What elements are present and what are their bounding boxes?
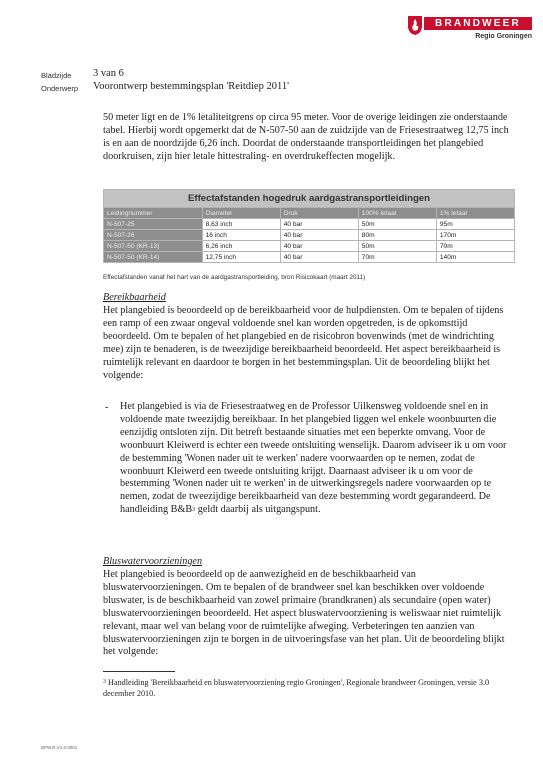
- brandweer-emblem-icon: [406, 14, 424, 36]
- header-cell: Diameter: [202, 208, 280, 219]
- table-title: Effectafstanden hogedruk aardgastransportleidingen: [104, 190, 515, 208]
- bullet-tail: geldt daarbij als uitgangspunt.: [195, 504, 321, 516]
- table-cell: N-507-26: [104, 230, 203, 241]
- table-cell: 6,26 inch: [202, 241, 280, 252]
- bullet-item: [120, 401, 517, 517]
- logo-name: BRANDWEER: [435, 18, 521, 29]
- header-cell: 1% letaal: [436, 208, 514, 219]
- table-cell: 40 bar: [280, 241, 358, 252]
- table-caption: Effectafstanden vanaf het hart van de aardgastransportleiding, bron Risicokaart (maart 2011): [103, 274, 366, 281]
- section-heading-bereikbaarheid: Bereikbaarheid: [103, 292, 166, 303]
- table-cell: 170m: [436, 230, 514, 241]
- table-cell: 40 bar: [280, 219, 358, 230]
- section-heading-bluswater: Bluswatervoorzieningen: [103, 556, 203, 567]
- logo-region: Regio Groningen: [475, 33, 532, 40]
- table-row: [104, 241, 515, 252]
- table-cell: 95m: [436, 219, 514, 230]
- document-code: BPW.R.V1.0.0001: [41, 745, 78, 750]
- footnote-text: Handleiding 'Bereikbaarheid en bluswatervoorziening regio Groningen', Regionale brandweer Groningen, versie 3.0 december 2010.: [103, 678, 490, 699]
- page-number: 3 van 6: [93, 68, 124, 79]
- table-cell: N-507-50 (KR-14): [104, 252, 203, 263]
- table-cell: 16 inch: [202, 230, 280, 241]
- table-header-row: [104, 208, 515, 219]
- footnote-divider: [103, 671, 175, 672]
- bullet-marker: -: [105, 402, 109, 413]
- page-label: Bladzijde: [41, 71, 72, 80]
- brandweer-logo: [406, 14, 532, 48]
- table-cell: 50m: [358, 241, 436, 252]
- intro-paragraph: 50 meter ligt en de 1% letaliteitgrens op circa 95 meter. Voor de overige leidingen zie onderstaande tabel. Hierbij wordt opgemerkt dat de N-507-50 aan de zuidzijde van de Friesestraatweg 12,75 inch is en aan de noordzijde 6,26 inch. Doordat de onderstaande transportleidingen het plangebied doorkruisen, zijn hier letale hittestraling- en overdrukeffecten mogelijk.: [103, 112, 509, 162]
- table-cell: N-507-50 (KR-13): [104, 241, 203, 252]
- header-cell: Druk: [280, 208, 358, 219]
- table-cell: 50m: [358, 219, 436, 230]
- table-cell: 40 bar: [280, 252, 358, 263]
- table-cell: 12,75 inch: [202, 252, 280, 263]
- table-row: [104, 219, 515, 230]
- table-cell: 80m: [358, 230, 436, 241]
- table-row: [104, 252, 515, 263]
- header-cell: Leidingnummer: [104, 208, 203, 219]
- table-cell: N-507-25: [104, 219, 203, 230]
- header-cell: 100% letaal: [358, 208, 436, 219]
- table-cell: 40 bar: [280, 230, 358, 241]
- subject-label: Onderwerp: [41, 84, 79, 93]
- subject-value: Voorontwerp bestemmingsplan 'Reitdiep 2011': [93, 81, 289, 92]
- table-row: [104, 230, 515, 241]
- table-cell: 70m: [358, 252, 436, 263]
- table-cell: 140m: [436, 252, 514, 263]
- bluswater-paragraph: Het plangebied is beoordeeld op de aanwezigheid en de beschikbaarheid van bluswatervoorzieningen. Om te bepalen of de brandweer snel kan beschikken over voldoende bluswater, is de beschikbaarheid van zowel primaire (brandkranen) als secundaire (open water) bluswatervoorzieningen beoordeeld. Het aspect bluswatervoorziening is weliswaar niet ruimtelijk relevant, maar wel van belang voor de ruimtelijke afweging. Verbeteringen ten aanzien van bluswatervoorzieningen zijn te borgen in de uitvoeringsfase van het plan. Uit de beoordeling blijkt het volgende:: [103, 569, 505, 658]
- table-cell: 8,63 inch: [202, 219, 280, 230]
- table-cell: 70m: [436, 241, 514, 252]
- bereikbaarheid-paragraph: Het plangebied is beoordeeld op de bereikbaarheid voor de hulpdiensten. Om te bepalen of tijdens een ramp of een zwaar ongeval voldoende snel kan worden opgetreden, is de opkomsttijd beoordeeld. Om te bepalen of het plangebied en de risicobron bovenwinds (met de windrichting mee) zijn te benaderen, is de tweezijdige bereikbaarheid beoordeeld. Het aspect bereikbaarheid is ruimtelijk relevant en daardoor te borgen in het bestemmingsplan. Uit de beoordeling blijkt het volgende:: [103, 305, 504, 381]
- bullet-text: Het plangebied is via de Friesestraatweg en de Professor Uilkensweg voldoende snel en in voldoende mate tweezijdig bereikbaar. In het plangebied liggen wel enkele woonbuurten die eenzijdig ontsloten zijn. Dit betreft bestaande situaties met een beperkte omvang. Voor de woonbuurt Kleiwerd is echter een tweede ontsluiting wenselijk. Daarom adviseer ik u om voor de bestemming 'Wonen nader uit te werken' nadere voorwaarden op te nemen, zodat de woonbuurt Kleiwerd een tweede ontsluiting krijgt. Daarnaast adviseer ik u om voor de bestemming 'Wonen nader uit te werken' in de uitwerkingsregels nadere voorwaarden op te nemen, zodat de tweezijdige bereikbaarheid van deze bestemming wordt gegarandeerd. De handleiding B&B: [120, 401, 507, 516]
- footnote-reference: 3: [192, 507, 196, 514]
- effect-distances-table: [103, 189, 515, 263]
- footnote: [103, 677, 513, 700]
- footnote-number: 3: [103, 679, 106, 685]
